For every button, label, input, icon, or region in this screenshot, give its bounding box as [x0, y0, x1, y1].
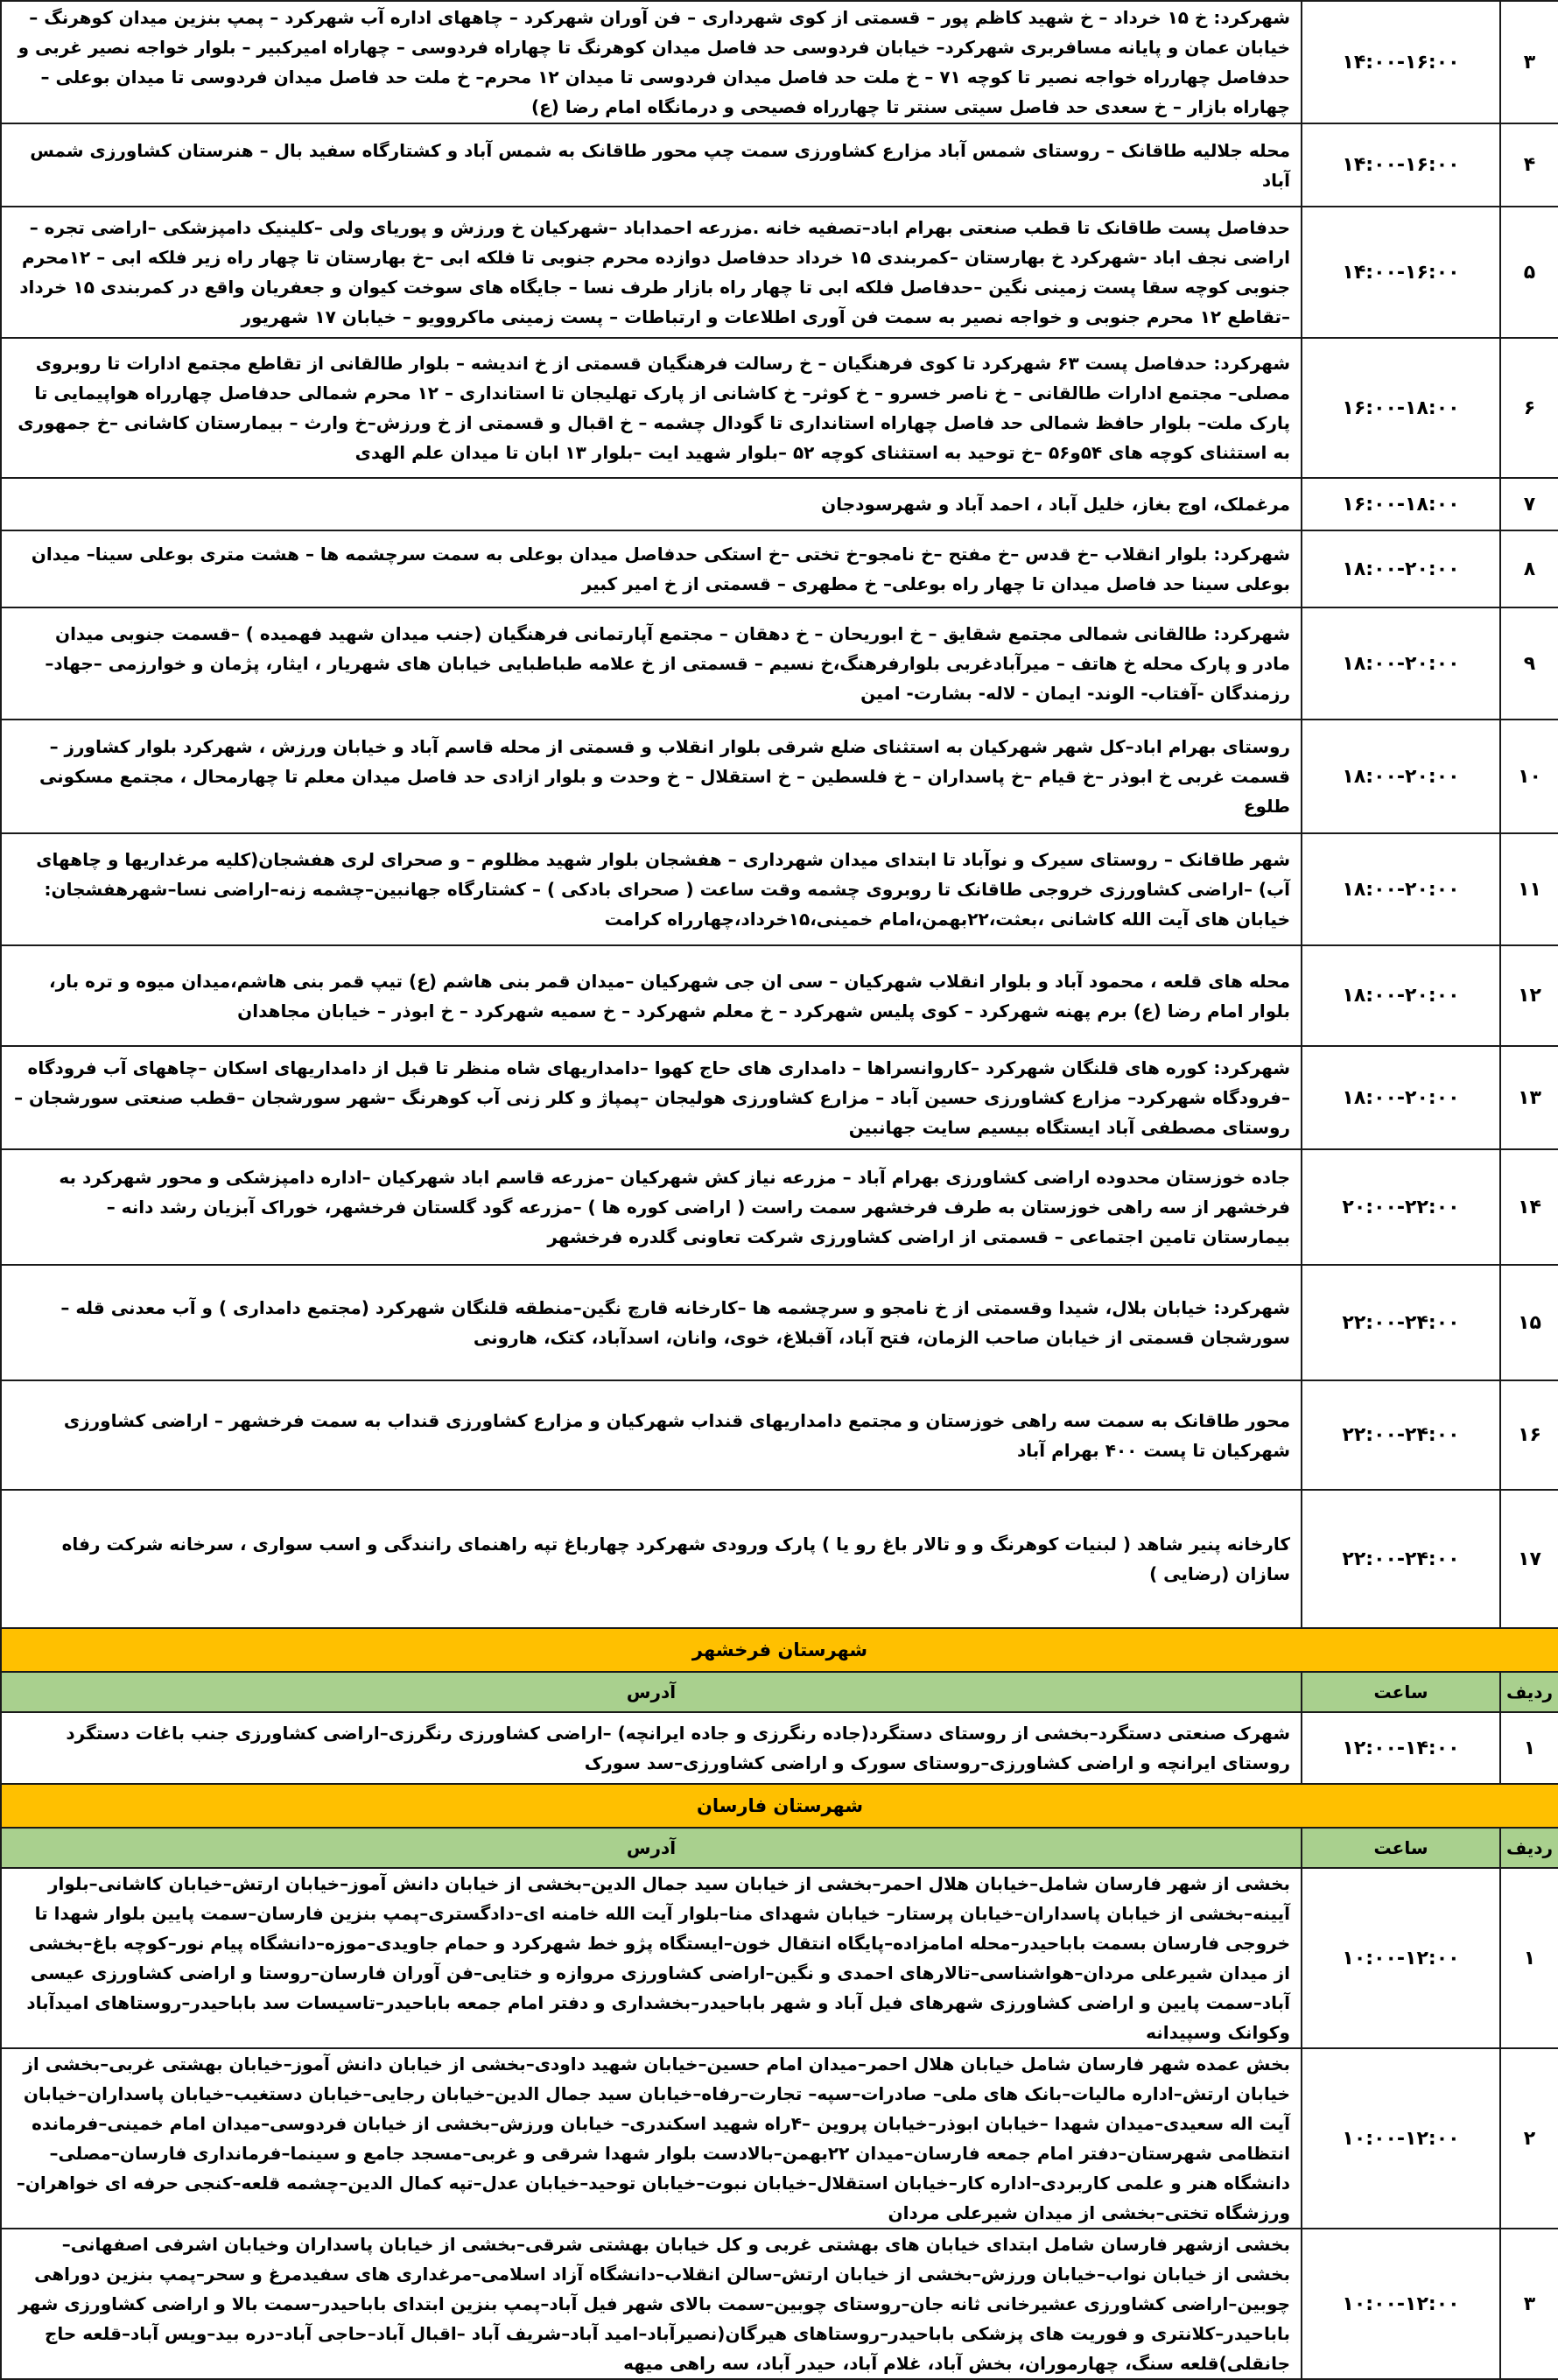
header-time: ساعت — [1302, 1672, 1500, 1712]
row-number: ۸ — [1500, 530, 1558, 607]
row-time: ۲۲:۰۰-۲۴:۰۰ — [1302, 1380, 1500, 1490]
header-row-number: ردیف — [1500, 1828, 1558, 1868]
table-row — [1, 1490, 1558, 1628]
row-number: ۱۷ — [1500, 1490, 1558, 1628]
header-time: ساعت — [1302, 1828, 1500, 1868]
row-time: ۱۸:۰۰-۲۰:۰۰ — [1302, 530, 1500, 607]
row-address: جاده خوزستان محدوده اراضی کشاورزی بهرام آباد – مزرعه نیاز کش شهرکیان –مزرعه قاسم اباد شهرکیان –اداره دامپزشکی و محور شهرکرد به فرخشهر از سه راهی خوزستان به طرف فرخشهر سمت راست ( اراضی کوره ها ) –مزرعه گود گلستان فرخشهر، خوراک آبزیان رشد دانه – بیمارستان تامین اجتماعی – قسمتی از اراضی کشاورزی شرکت تعاونی گلدره فرخشهر — [1, 1149, 1302, 1265]
row-time: ۱۸:۰۰-۲۰:۰۰ — [1302, 1046, 1500, 1149]
row-number: ۱۲ — [1500, 945, 1558, 1046]
row-time: ۲۰:۰۰-۲۲:۰۰ — [1302, 1149, 1500, 1265]
row-number: ۱۵ — [1500, 1265, 1558, 1380]
row-number: ۱۳ — [1500, 1046, 1558, 1149]
column-header-row — [1, 1828, 1558, 1868]
row-time: ۱۸:۰۰-۲۰:۰۰ — [1302, 945, 1500, 1046]
section-header-farrokhshahr — [1, 1628, 1558, 1672]
row-number: ۱۴ — [1500, 1149, 1558, 1265]
row-address: شهرکرد: خ ۱۵ خرداد – خ شهید کاظم پور – قسمتی از کوی شهرداری – فن آوران شهرکرد – چاههای اداره آب شهرکرد – پمپ بنزین میدان کوهرنگ –خیابان عمان و پایانه مسافربری شهرکرد– خیابان فردوسی حد فاصل میدان کوهرنگ تا چهاراه فردوسی – چهاراه امیرکبیر – بلوار خواجه نصیر غربی و حدفاصل چهارراه خواجه نصیر تا کوچه ۷۱ – خ ملت حد فاصل میدان فردوسی تا میدان ۱۲ محرم– خ ملت حد فاصل میدان فردوسی تا میدان بوعلی – چهاراه بازار – خ سعدی حد فاصل سیتی سنتر تا چهارراه فصیحی و درمانگاه امام رضا (ع) — [1, 1, 1302, 123]
row-address: محله جلالیه طاقانک – روستای شمس آباد مزارع کشاورزی سمت چپ محور طاقانک به شمس آباد و کشتارگاه سفید بال – هنرستان کشاورزی شمس آباد — [1, 123, 1302, 207]
row-address: روستای بهرام اباد–کل شهر شهرکیان به استثنای ضلع شرقی بلوار انقلاب و قسمتی از محله قاسم آباد و خیابان ورزش ، شهرکرد بلوار کشاورز – قسمت غربی خ ابوذر –خ قیام –خ پاسداران – خ فلسطین – خ استقلال – خ وحدت و بلوار ازادی حد فاصل میدان معلم تا چهارمحال ، مجتمع مسکونی طلوع — [1, 720, 1302, 833]
row-time: ۱۴:۰۰-۱۶:۰۰ — [1302, 207, 1500, 338]
row-time: ۱۴:۰۰-۱۶:۰۰ — [1302, 1, 1500, 123]
row-time: ۱۸:۰۰-۲۰:۰۰ — [1302, 833, 1500, 945]
row-time: ۱۶:۰۰-۱۸:۰۰ — [1302, 478, 1500, 530]
table-row — [1, 2048, 1558, 2229]
table-row — [1, 207, 1558, 338]
row-number: ۵ — [1500, 207, 1558, 338]
header-address: آدرس — [1, 1828, 1302, 1868]
row-time: ۲۲:۰۰-۲۴:۰۰ — [1302, 1265, 1500, 1380]
row-number: ۲ — [1500, 2048, 1558, 2229]
table-row — [1, 1868, 1558, 2048]
row-time: ۱۸:۰۰-۲۰:۰۰ — [1302, 720, 1500, 833]
table-row — [1, 1712, 1558, 1784]
row-time: ۱۰:۰۰-۱۲:۰۰ — [1302, 1868, 1500, 2048]
table-row — [1, 2229, 1558, 2379]
row-address: حدفاصل پست طاقانک تا قطب صنعتی بهرام اباد–تصفیه خانه .مزرعه احمداباد –شهرکیان خ ورزش و پوریای ولی –کلینیک دامپزشکی –اراضی تجره –اراضی نجف اباد -شهرکرد خ بهارستان –کمربندی ۱۵ خرداد حدفاصل دوازده محرم جنوبی تا فلکه ابی –خ بهارستان تا چهار راه زیر فلکه ابی – ۱۲محرم جنوبی کوچه سقا پست زمینی نگین –حدفاصل فلکه ابی تا چهار راه بازار طرف نسا – جایگاه های سوخت کیوان و جعفریان واقع در کمربندی ۱۵ خرداد –تقاطع ۱۲ محرم جنوبی و خواجه نصیر به سمت فن آوری اطلاعات و ارتباطات – پست زمینی ماکروویو – خیابان ۱۷ شهریور — [1, 207, 1302, 338]
table-row — [1, 1, 1558, 123]
row-time: ۱۴:۰۰-۱۶:۰۰ — [1302, 123, 1500, 207]
row-address: بخشی از شهر فارسان شامل–خیابان هلال احمر–بخشی از خیابان سید جمال الدین–بخشی از خیابان دانش آموز–خیابان ارتش–خیابان کاشانی–بلوار آیینه–بخشی از خیابان پاسداران–خیابان پرستار– خیابان شهدای منا–بلوار آیت الله خامنه ای–دادگستری–پمپ بنزین فارسان–سمت پایین بلوار شهدا تا خروجی فارسان بسمت باباحیدر–محله امامزاده–پایگاه انتقال خون–ایستگاه پژو خط شهرکرد و حمام جاویدی–موزه–دانشگاه پیام نور–کوچه باغ–بخشی از میدان شیرعلی مردان–هواشناسی–تالارهای احمدی و نگین–اراضی کشاورزی مروازه و ختایی–فن آوران فارسان–روستا و اراضی کشاورزی عیسی آباد–سمت پایین و اراضی کشاورزی شهرهای فیل آباد و شهر باباحیدر–بخشداری و دفتر امام جمعه باباحیدر–تاسیسات سد باباحیدر–روستاهای امیدآباد وکوانک وسپیدانه — [1, 1868, 1302, 2048]
row-number: ۱۰ — [1500, 720, 1558, 833]
row-number: ۱ — [1500, 1712, 1558, 1784]
row-address: مرغملک، اوج بغاز، خلیل آباد ، احمد آباد و شهرسودجان — [1, 478, 1302, 530]
row-number: ۱۶ — [1500, 1380, 1558, 1490]
section-title: شهرستان فارسان — [1, 1784, 1558, 1828]
row-number: ۷ — [1500, 478, 1558, 530]
row-address: شهرکرد: حدفاصل پست ۶۳ شهرکرد تا کوی فرهنگیان – خ رسالت فرهنگیان قسمتی از خ اندیشه – بلوار طالقانی از تقاطع مجتمع ادارات تا روبروی مصلی– مجتمع ادارات طالقانی – خ ناصر خسرو – خ کوثر– خ کاشانی از پارک تهلیجان تا استانداری – ۱۲ محرم شمالی حدفاصل چهارراه هواپیمایی تا پارک ملت– بلوار حافظ شمالی حد فاصل چهاراه استانداری تا گودال چشمه – خ اقبال و قسمتی از خ ورزش–خ وارث – بیمارستان کاشانی –خ جمهوری به استثنای کوچه های ۵۴و۵۶ –خ توحید به استثنای کوچه ۵۲ –بلوار شهید ایت –بلوار ۱۳ ابان تا میدان علم الهدی — [1, 338, 1302, 478]
table-row — [1, 1149, 1558, 1265]
row-address: محله های قلعه ، محمود آباد و بلوار انقلاب شهرکیان – سی ان جی شهرکیان –میدان قمر بنی هاشم (ع) تیپ قمر بنی هاشم،میدان میوه و تره بار، بلوار امام رضا (ع) برم پهنه شهرکرد – کوی پلیس شهرکرد – خ معلم شهرکرد – خ سمیه شهرکرد – خ ابوذر – خیابان مجاهدان — [1, 945, 1302, 1046]
row-address: شهر طاقانک – روستای سیرک و نوآباد تا ابتدای میدان شهرداری – هفشجان بلوار شهید مظلوم – و صحرای لری هفشجان(کلیه مرغداریها و چاههای آب) –اراضی کشاورزی خروجی طاقانک تا روبروی چشمه وقت ساعت ( صحرای بادکی ) – کشتارگاه جهانبین–چشمه زنه–اراضی نسا–شهرهفشجان: خیابان های آیت الله کاشانی ،بعثت،۲۲بهمن،امام خمینی،۱۵خرداد،چهارراه کرامت — [1, 833, 1302, 945]
row-address: شهرکرد: طالقانی شمالی مجتمع شقایق – خ ابوریحان – خ دهقان – مجتمع آپارتمانی فرهنگیان (جنب میدان شهید فهمیده ) –قسمت جنوبی میدان مادر و پارک محله خ هاتف – میرآبادغربی بلوارفرهنگ،خ نسیم – قسمتی از خ علامه طباطبایی خیابان های شهریار ، ایثار، پژمان و خوارزمی –جهاد– رزمندگان -آفتاب- الوند- ایمان - لاله- بشارت- امین — [1, 607, 1302, 720]
table-row — [1, 720, 1558, 833]
table-row — [1, 338, 1558, 478]
header-address: آدرس — [1, 1672, 1302, 1712]
row-number: ۳ — [1500, 1, 1558, 123]
row-address: شهرکرد: کوره های قلنگان شهرکرد –کاروانسراها – دامداری های حاج کهوا –دامداریهای شاه منظر تا قبل از دامداریهای اسکان –چاههای آب فرودگاه –فرودگاه شهرکرد– مزارع کشاورزی حسین آباد – مزارع کشاورزی هولیجان –پمپاژ و کلر زنی آب کوهرنگ –شهر سورشجان –قطب صنعتی سورشجان – روستای مصطفی آباد ایستگاه بیسیم سایت جهانبین — [1, 1046, 1302, 1149]
section-header-farsan — [1, 1784, 1558, 1828]
row-time: ۱۰:۰۰-۱۲:۰۰ — [1302, 2048, 1500, 2229]
row-number: ۳ — [1500, 2229, 1558, 2379]
table-row — [1, 530, 1558, 607]
table-row — [1, 1265, 1558, 1380]
table-row — [1, 1046, 1558, 1149]
section-title: شهرستان فرخشهر — [1, 1628, 1558, 1672]
row-address: شهرکرد: خیابان بلال، شیدا وقسمتی از خ نامجو و سرچشمه ها –کارخانه قارچ نگین–منطقه قلنگان شهرکرد (مجتمع دامداری ) و آب معدنی قله –سورشجان قسمتی از خیابان صاحب الزمان، فتح آباد، آقبلاغ، خوی، وانان، اسدآباد، کتک، هارونی — [1, 1265, 1302, 1380]
row-address: شهرکرد: بلوار انقلاب –خ قدس –خ مفتح –خ نامجو–خ تختی –خ استکی حدفاصل میدان بوعلی به سمت سرچشمه ها – هشت متری بوعلی سینا– میدان بوعلی سینا حد فاصل میدان تا چهار راه بوعلی– خ مطهری – قسمتی از خ امیر کبیر — [1, 530, 1302, 607]
row-address: بخش عمده شهر فارسان شامل خیابان هلال احمر–میدان امام حسین–خیابان شهید داودی–بخشی از خیابان دانش آموز–خیابان بهشتی غربی–بخشی از خیابان ارتش–اداره مالیات–بانک های ملی– صادرات–سپه– تجارت–رفاه–خیابان سید جمال الدین–خیابان رجایی–خیابان دستغیب–خیابان پاسداران–خیابان آیت اله سعیدی–میدان شهدا –خیابان ابوذر–خیابان پروین –۴راه شهید اسکندری– خیابان ورزش–بخشی از خیابان فردوسی–میدان امام خمینی–فرمانده انتظامی شهرستان–دفتر امام جمعه فارسان–میدان ۲۲بهمن–بالادست بلوار شهدا شرقی و غربی–مسجد جامع و سینما–فرمانداری فارسان–مصلی–دانشگاه هنر و علمی کاربردی–اداره کار–خیابان استقلال–خیابان نبوت–خیابان توحید–خیابان عدل–تپه کمال الدین–چشمه قلعه–کنجی حرفه ای خواهران–ورزشگاه تختی–بخشی از میدان شیرعلی مردان — [1, 2048, 1302, 2229]
table-row — [1, 833, 1558, 945]
row-time: ۲۲:۰۰-۲۴:۰۰ — [1302, 1490, 1500, 1628]
header-row-number: ردیف — [1500, 1672, 1558, 1712]
row-number: ۱ — [1500, 1868, 1558, 2048]
row-time: ۱۸:۰۰-۲۰:۰۰ — [1302, 607, 1500, 720]
row-address: شهرک صنعتی دستگرد–بخشی از روستای دستگرد(جاده رنگرزی و جاده ایرانچه) –اراضی کشاورزی رنگرزی–اراضی کشاورزی جنب باغات دستگرد روستای ایرانچه و اراضی کشاورزی–روستای سورک و اراضی کشاورزی–سد سورک — [1, 1712, 1302, 1784]
row-time: ۱۶:۰۰-۱۸:۰۰ — [1302, 338, 1500, 478]
row-address: کارخانه پنیر شاهد ( لبنیات کوهرنگ و و تالار باغ رو یا ) پارک ورودی شهرکرد چهارباغ تپه راهنمای رانندگی و اسب سواری ، سرخانه شرکت رفاه سازان (رضایی ) — [1, 1490, 1302, 1628]
row-number: ۴ — [1500, 123, 1558, 207]
row-number: ۱۱ — [1500, 833, 1558, 945]
table-row — [1, 478, 1558, 530]
row-number: ۹ — [1500, 607, 1558, 720]
row-address: بخشی ازشهر فارسان شامل ابتدای خیابان های بهشتی غربی و کل خیابان بهشتی شرقی–بخشی از خیابان پاسداران وخیابان اشرفی اصفهانی–بخشی از خیابان نواب–خیابان ورزش–بخشی از خیابان ارتش–سالن انقلاب–دانشگاه آزاد اسلامی–مرغداری های سفیدمرغ و سحر–پمپ بنزین دوراهی چوبین–اراضی کشاورزی عشیرخانی ثانه جان–روستای چوبین–سمت بالای شهر فیل آباد–پمپ بنزین ابتدای باباحیدر–سمت بالا و اراضی کشاورزی شهر باباحیدر–کلانتری و فوریت های پزشکی باباحیدر–روستاهای هیرگان(نصیرآباد–امید آباد–شریف آباد –اقبال آباد–حاجی آباد–دره بید–ویس آباد–قلعه حاج جانقلی)قلعه سنگ، چهارموران، بخش آباد، غلام آباد، حیدر آباد، سه راهی میهه — [1, 2229, 1302, 2379]
row-time: ۱۰:۰۰-۱۲:۰۰ — [1302, 2229, 1500, 2379]
row-address: محور طاقانک به سمت سه راهی خوزستان و مجتمع دامداریهای قنداب شهرکیان و مزارع کشاورزی قنداب به سمت فرخشهر – اراضی کشاورزی شهرکیان تا پست ۴۰۰ بهرام آباد — [1, 1380, 1302, 1490]
row-time: ۱۲:۰۰-۱۴:۰۰ — [1302, 1712, 1500, 1784]
table-row — [1, 1380, 1558, 1490]
row-number: ۶ — [1500, 338, 1558, 478]
column-header-row — [1, 1672, 1558, 1712]
table-row — [1, 945, 1558, 1046]
table-row — [1, 607, 1558, 720]
table-row — [1, 123, 1558, 207]
